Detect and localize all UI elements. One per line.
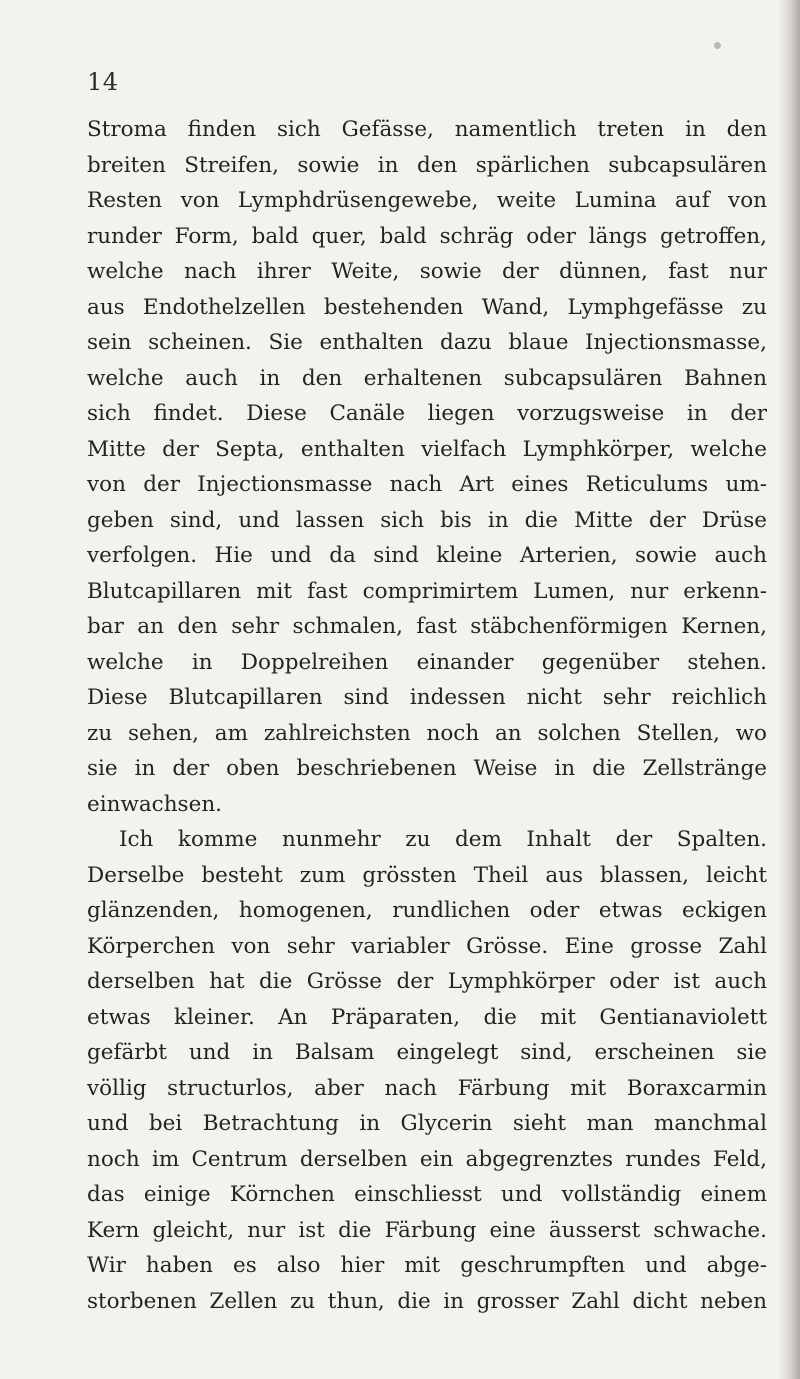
text-line: Derselbe besteht zum grössten Theil aus blassen, leicht (87, 862, 767, 888)
text-line: sein scheinen. Sie enthalten dazu blaue Injectionsmasse, (87, 330, 767, 355)
text-line: welche nach ihrer Weite, sowie der dünnen, fast nur (87, 259, 767, 284)
text-line: Resten von Lymphdrüsengewebe, weite Lumina auf von (87, 188, 767, 213)
text-line: glänzenden, homogenen, rundlichen oder etwas eckigen (87, 898, 767, 923)
text-line: welche auch in den erhaltenen subcapsulären Bahnen (87, 365, 767, 391)
text-line: sie in der oben beschriebenen Weise in die Zellstränge (87, 756, 767, 781)
text-line: völlig structurlos, aber nach Färbung mit Boraxcarmin (87, 1075, 767, 1101)
text-line: Diese Blutcapillaren sind indessen nicht sehr reichlich (87, 685, 767, 710)
text-line: breiten Streifen, sowie in den spärlichen subcapsulären (87, 152, 767, 178)
ink-speck (714, 42, 721, 49)
page-edge-shadow (778, 0, 800, 1379)
text-line: storbenen Zellen zu thun, die in grosser Zahl dicht neben (87, 1288, 767, 1314)
text-line: von der Injectionsmasse nach Art eines Reticulums um- (87, 472, 767, 497)
text-line: Kern gleicht, nur ist die Färbung eine äusserst schwache. (87, 1217, 767, 1243)
text-line: Ich komme nunmehr zu dem Inhalt der Spalten. (119, 827, 767, 852)
text-line: gefärbt und in Balsam eingelegt sind, erscheinen sie (87, 1040, 767, 1065)
text-line: noch im Centrum derselben ein abgegrenztes rundes Feld, (87, 1146, 767, 1172)
text-line: bar an den sehr schmalen, fast stäbchenförmigen Kernen, (87, 614, 767, 639)
text-line: geben sind, und lassen sich bis in die Mitte der Drüse (87, 507, 767, 533)
text-line: Blutcapillaren mit fast comprimirtem Lumen, nur erkenn- (87, 578, 767, 604)
text-line: einwachsen. (87, 791, 222, 817)
body-text (87, 112, 767, 1319)
text-line: und bei Betrachtung in Glycerin sieht man manchmal (87, 1111, 767, 1136)
text-line: Mitte der Septa, enthalten vielfach Lymphkörper, welche (87, 436, 767, 462)
text-line: Stroma finden sich Gefässe, namentlich treten in den (87, 117, 767, 142)
text-line: das einige Körnchen einschliesst und vollständig einem (87, 1182, 767, 1207)
text-line: verfolgen. Hie und da sind kleine Arterien, sowie auch (87, 543, 767, 568)
text-line: derselben hat die Grösse der Lymphkörper oder ist auch (87, 969, 767, 994)
text-line: etwas kleiner. An Präparaten, die mit Gentianaviolett (87, 1004, 767, 1030)
text-line: runder Form, bald quer, bald schräg oder längs getroffen, (87, 223, 767, 249)
text-line: sich findet. Diese Canäle liegen vorzugsweise in der (87, 401, 767, 426)
text-line: Körperchen von sehr variabler Grösse. Eine grosse Zahl (87, 933, 767, 959)
text-line: zu sehen, am zahlreichsten noch an solchen Stellen, wo (87, 720, 767, 746)
text-line: Wir haben es also hier mit geschrumpften und abge- (87, 1253, 767, 1278)
text-line: welche in Doppelreihen einander gegenüber stehen. (87, 649, 767, 675)
text-line: aus Endothelzellen bestehenden Wand, Lymphgefässe zu (87, 294, 767, 320)
page-number: 14 (87, 68, 119, 96)
